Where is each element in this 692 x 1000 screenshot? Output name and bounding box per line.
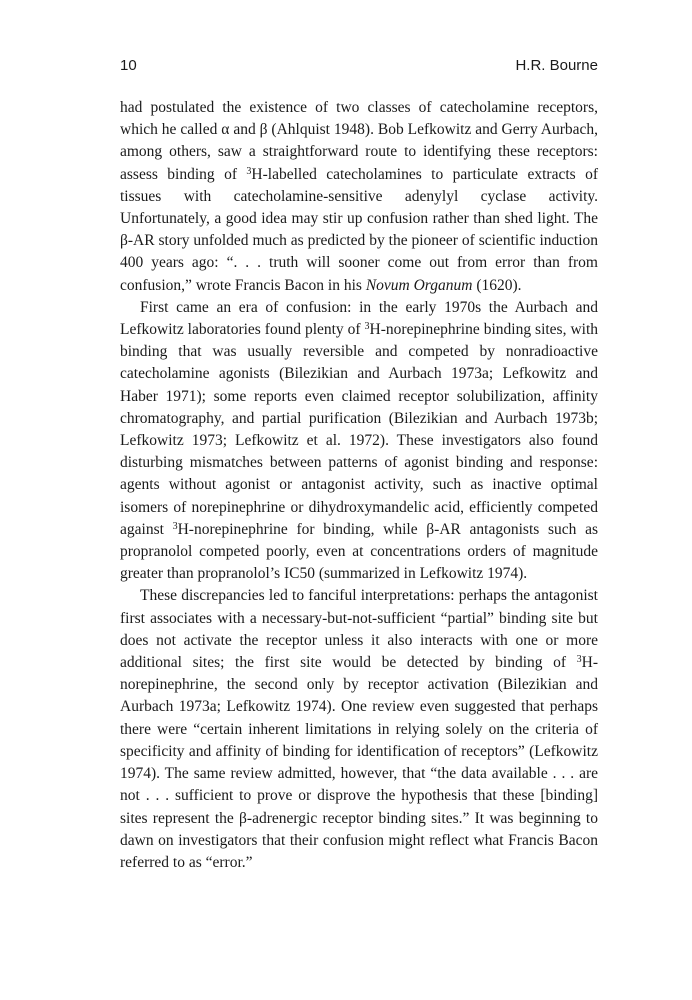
superscript-3: 3 bbox=[364, 321, 370, 333]
paragraph-2-text-c: H-norepinephrine for binding, while β-AR antagonists such as propranolol competed poorly, even at concentrations orders of magnitude greater than propranolol’s IC50 (summarized in Lefkowitz 1974). bbox=[120, 520, 598, 583]
superscript-3: 3 bbox=[576, 654, 582, 666]
superscript-3: 3 bbox=[172, 520, 178, 532]
paragraph-3 bbox=[120, 585, 598, 874]
running-head bbox=[120, 56, 598, 76]
paragraph-2 bbox=[120, 297, 598, 586]
paragraph-1 bbox=[120, 97, 598, 297]
body-text bbox=[120, 97, 598, 874]
paragraph-2-text-b: H-norepinephrine binding sites, with binding that was usually reversible and competed by nonradioactive catecholamine agonists (Bilezikian and Aurbach 1973a; Lefkowitz and Haber 1971); some reports even claimed receptor solubilization, affinity chromatography, and partial purification (Bilezikian and Aurbach 1973b; Lefkowitz 1973; Lefkowitz et al. 1972). These investigators also found disturbing mismatches between patterns of agonist binding and response: agents without agonist or antagonist activity, such as inactive optimal isomers of norepinephrine or dihydroxymandelic acid, efficiently competed against bbox=[120, 321, 598, 538]
page-number: 10 bbox=[120, 57, 137, 74]
paragraph-3-text-a: These discrepancies led to fanciful interpretations: perhaps the antagonist first associates with a necessary-but-not-sufficient “partial” binding site but does not activate the receptor unless it also interacts with one or more additional sites; the first site would be detected by binding of bbox=[120, 587, 598, 672]
paragraph-2-text-a: First came an era of confusion: in the early 1970s the Aurbach and Lefkowitz laboratories found plenty of bbox=[120, 298, 598, 339]
paragraph-1-text-b: H-labelled catecholamines to particulate extracts of tissues with catecholamine-sensitive adenylyl cyclase activity. Unfortunately, a good idea may stir up confusion rather than shed light. The β-AR story unfolded much as predicted by the pioneer of scientific induction 400 years ago: “. . . truth will sooner come out from error than from confusion,” wrote Francis Bacon in his bbox=[120, 165, 598, 294]
book-title: Novum Organum bbox=[365, 276, 473, 294]
paragraph-1-text-a: had postulated the existence of two classes of catecholamine receptors, which he called α and β (Ahlquist 1948). Bob Lefkowitz and Gerry Aurbach, among others, saw a straightforward route to identifying these receptors: assess binding of bbox=[120, 99, 598, 183]
paragraph-3-text-b: H-norepinephrine, the second only by receptor activation (Bilezikian and Aurbach 1973a; Lefkowitz 1974). One review even suggested that perhaps there were “certain inherent limitations in relying solely on the criteria of specificity and affinity of binding for identification of receptors” (Lefkowitz 1974). The same review admitted, however, that “the data available . . . are not . . . sufficient to prove or disprove the hypothesis that these [binding] sites represent the β-adrenergic receptor binding sites.” It was beginning to dawn on investigators that their confusion might reflect what Francis Bacon referred to as “error.” bbox=[120, 654, 598, 871]
running-head-author: H.R. Bourne bbox=[515, 57, 598, 74]
paragraph-1-text-c: (1620). bbox=[472, 276, 522, 294]
superscript-3: 3 bbox=[246, 165, 252, 177]
